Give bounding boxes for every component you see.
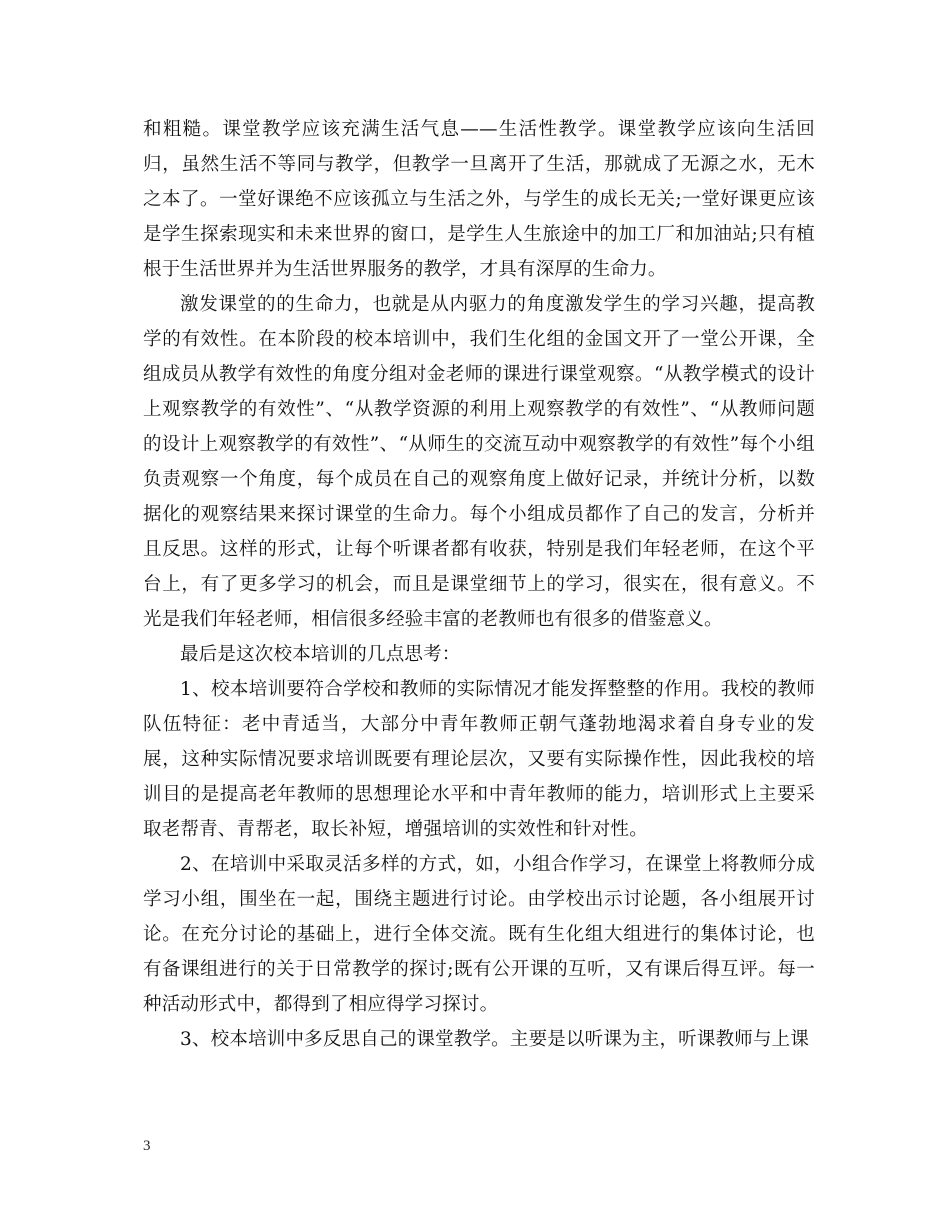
body-text <box>143 112 815 1057</box>
paragraph-4: 1、校本培训要符合学校和教师的实际情况才能发挥整整的作用。我校的教师队伍特征：老中青适当，大部分中青年教师正朝气蓬勃地渴求着自身专业的发展，这种实际情况要求培训既要有理论层次，又要有实际操作性，因此我校的培训目的是提高老年教师的思想理论水平和中青年教师的能力，培训形式上主要采取老帮青、青帮老，取长补短，增强培训的实效性和针对性。 <box>143 679 815 840</box>
paragraph-1: 和粗糙。课堂教学应该充满生活气息——生活性教学。课堂教学应该向生活回归，虽然生活不等同与教学，但教学一旦离开了生活，那就成了无源之水，无木之本了。一堂好课绝不应该孤立与生活之外，与学生的成长无关;一堂好课更应该是学生探索现实和未来世界的窗口，是学生人生旅途中的加工厂和加油站;只有植根于生活世界并为生活世界服务的教学，才具有深厚的生命力。 <box>143 119 815 280</box>
paragraph-5: 2、在培训中采取灵活多样的方式，如，小组合作学习，在课堂上将教师分成学习小组，围坐在一起，围绕主题进行讨论。由学校出示讨论题，各小组展开讨论。在充分讨论的基础上，进行全体交流。既有生化组大组进行的集体讨论，也有备课组进行的关于日常教学的探讨;既有公开课的互听，又有课后得互评。每一种活动形式中，都得到了相应得学习探讨。 <box>143 854 815 1015</box>
page-number: 3 <box>143 1138 151 1154</box>
paragraph-2: 激发课堂的的生命力，也就是从内驱力的角度激发学生的学习兴趣，提高教学的有效性。在本阶段的校本培训中，我们生化组的金国文开了一堂公开课，全组成员从教学有效性的角度分组对金老师的课进行课堂观察。“从教学模式的设计上观察教学的有效性”、“从教学资源的利用上观察教学的有效性”、“从教师问题的设计上观察教学的有效性”、“从师生的交流互动中观察教学的有效性”每个小组负责观察一个角度，每个成员在自己的观察角度上做好记录，并统计分析，以数据化的观察结果来探讨课堂的生命力。每个小组成员都作了自己的发言，分析并且反思。这样的形式，让每个听课者都有收获，特别是我们年轻老师，在这个平台上，有了更多学习的机会，而且是课堂细节上的学习，很实在，很有意义。不光是我们年轻老师，相信很多经验丰富的老教师也有很多的借鉴意义。 <box>143 294 815 630</box>
paragraph-3: 最后是这次校本培训的几点思考： <box>180 644 461 665</box>
paragraph-6: 3、校本培训中多反思自己的课堂教学。主要是以听课为主，听课教师与上课 <box>180 1029 810 1050</box>
